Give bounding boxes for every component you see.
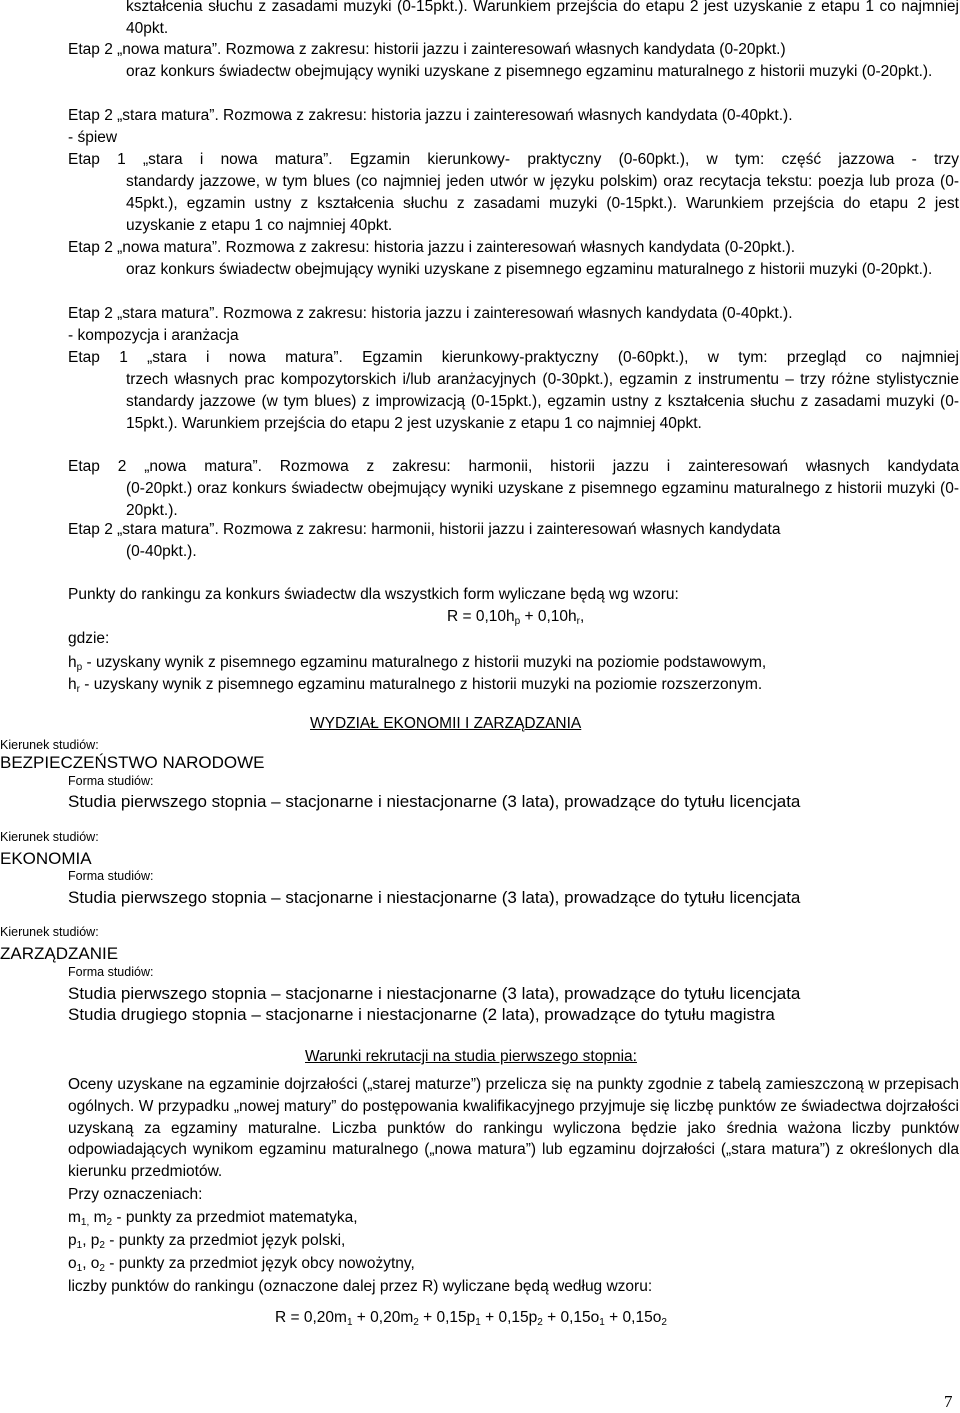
spiew-etap1-head: Etap 1 „stara i nowa matura”. Egzamin kierunkowy- praktyczny (0-60pkt.), w tym: część jazzowa - trzy (68, 151, 959, 168)
spiew-etap2-nowa-cont-block (126, 259, 959, 281)
page-number (944, 1392, 953, 1412)
warunki-title (305, 1046, 637, 1068)
ranking-gdzie-text: gdzie: (68, 630, 110, 647)
spiew-etap2-nowa (68, 237, 959, 259)
ranking-gdzie (68, 628, 109, 650)
kompozycja-etap2-stara-cont-block (126, 541, 197, 563)
kompozycja-etap2-stara-head: Etap 2 „stara matura”. Rozmowa z zakresu: harmonii, historii jazzu i zainteresowań własnych kandydata (68, 521, 781, 538)
kompozycja-title-text: - kompozycja i aranżacja (68, 327, 239, 344)
warunki-paragraph (68, 1074, 959, 1183)
def-o (68, 1253, 415, 1275)
przy-oznaczeniach-text: Przy oznaczeniach: (68, 1186, 203, 1203)
def-m (68, 1207, 358, 1229)
def-symbol: o (68, 1255, 77, 1272)
spiew-etap1-cont-block (126, 171, 959, 236)
formula-part: + 0,20m (352, 1309, 414, 1326)
kierunek-label-text: Kierunek studiów: (0, 925, 99, 939)
def-sub: 1, (80, 1217, 90, 1228)
forma-item-text: Studia drugiego stopnia – stacjonarne i niestacjonarne (2 lata), prowadzące do tytułu magistra (68, 1005, 775, 1024)
formula-part: + 0,15o (542, 1309, 600, 1326)
formula-sub: 2 (413, 1317, 419, 1328)
formula-part: + 0,15o (604, 1309, 662, 1326)
forma-label-text: Forma studiów: (68, 774, 154, 788)
forma-label-text: Forma studiów: (68, 965, 154, 979)
kierunek-name (0, 943, 118, 965)
kierunek-label-text: Kierunek studiów: (0, 830, 99, 844)
kierunek-name (0, 752, 264, 774)
def-sub: 1 (76, 1263, 83, 1274)
spiew-etap2-nowa-head: Etap 2 „nowa matura”. Rozmowa z zakresu: historia jazzu i zainteresowań własnych kandydata (0-20pkt.). (68, 239, 796, 256)
def-symbol: m (89, 1209, 107, 1226)
formula-sub: 1 (599, 1317, 605, 1328)
kompozycja-etap2-nowa-head: Etap 2 „nowa matura”. Rozmowa z zakresu: harmonii, historii jazzu i zainteresowań własnych kandydata (68, 458, 959, 475)
kierunek-label (0, 829, 99, 845)
def-sub: 2 (99, 1263, 105, 1274)
hp-sub: p (76, 662, 83, 673)
hr-symbol: h (68, 676, 77, 693)
top-etap2-stara (68, 105, 959, 127)
formula-sub: 1 (475, 1317, 481, 1328)
kierunek-label (0, 924, 99, 940)
page-number-text: 7 (944, 1392, 953, 1411)
forma-item (68, 1004, 775, 1026)
kompozycja-etap1-cont-block (126, 369, 959, 434)
spiew-etap2-stara (68, 303, 959, 325)
def-text: - punkty za przedmiot język polski, (104, 1232, 346, 1249)
top-paragraph: kształcenia słuchu z zasadami muzyki (0-15pkt.). Warunkiem przejścia do etapu 2 jest uzyskanie z etapu 1 co najmniej 40pkt. (126, 0, 959, 37)
kompozycja-etap1-head: Etap 1 „stara i nowa matura”. Egzamin kierunkowy-praktyczny (0-60pkt.), w tym: przegląd co najmniej (68, 349, 959, 366)
spiew-title-text: - śpiew (68, 129, 118, 146)
liczby-punktow (68, 1276, 959, 1298)
top-etap2-nowa-cont-block (126, 61, 959, 83)
forma-item-text: Studia pierwszego stopnia – stacjonarne i niestacjonarne (3 lata), prowadzące do tytułu licencjata (68, 792, 801, 811)
formula-part: + 0,15p (418, 1309, 476, 1326)
spiew-etap1-cont: standardy jazzowe, w tym blues (co najmniej jeden utwór w języku polskim) oraz recytacja tekstu: poezja lub proza (0-45pkt.), egzamin ustny z kształcenia słuchu z zasadami muzyki (0-15pkt.). Warunkiem przejścia do etapu 2 jest uzyskanie z etapu 1 co najmniej 40pkt. (126, 173, 959, 234)
top-etap2-nowa-cont: oraz konkurs świadectw obejmujący wyniki uzyskane z pisemnego egzaminu maturalnego z historii muzyki (0-20pkt.). (126, 63, 933, 80)
forma-item-text: Studia pierwszego stopnia – stacjonarne i niestacjonarne (3 lata), prowadzące do tytułu licencjata (68, 984, 801, 1003)
kompozycja-etap2-stara-cont: (0-40pkt.). (126, 543, 197, 560)
kompozycja-etap2-nowa (68, 456, 959, 478)
ranking-formula-sub: p (514, 616, 521, 627)
formula-part: + 0,15p (480, 1309, 538, 1326)
ranking-intro-text: Punkty do rankingu za konkurs świadectw dla wszystkich form wyliczane będą wg wzoru: (68, 586, 679, 603)
top-etap2-stara-text: Etap 2 „stara matura”. Rozmowa z zakresu: historia jazzu i zainteresowań własnych kandydata (0-40pkt.). (68, 107, 793, 124)
hr-text: - uzyskany wynik z pisemnego egzaminu maturalnego z historii muzyki na poziomie rozszerzonym. (79, 676, 763, 693)
kierunek-label (0, 737, 99, 753)
kierunek-name-text: BEZPIECZEŃSTWO NARODOWE (0, 753, 265, 772)
ranking-formula-sub: r (576, 616, 581, 627)
kompozycja-etap1 (68, 347, 959, 369)
spiew-etap2-nowa-cont: oraz konkurs świadectw obejmujący wyniki uzyskane z pisemnego egzaminu maturalnego z historii muzyki (0-20pkt.). (126, 261, 933, 278)
kierunek-name-text: ZARZĄDZANIE (0, 944, 119, 963)
spiew-title (68, 127, 117, 149)
hr-sub: r (76, 684, 80, 695)
def-sub: 2 (106, 1217, 113, 1228)
kierunek-name-text: EKONOMIA (0, 849, 92, 868)
forma-item (68, 983, 800, 1005)
formula-sub: 2 (661, 1317, 667, 1328)
forma-label (68, 964, 153, 980)
ranking-intro (68, 584, 959, 606)
forma-item-text: Studia pierwszego stopnia – stacjonarne i niestacjonarne (3 lata), prowadzące do tytułu licencjata (68, 888, 801, 907)
ranking-formula-2 (275, 1307, 667, 1329)
ranking-hp-def (68, 652, 959, 674)
def-p (68, 1230, 345, 1252)
warunki-title-text: Warunki rekrutacji na studia pierwszego stopnia: (305, 1048, 637, 1065)
ranking-formula (447, 606, 584, 628)
wydzial-title (310, 713, 581, 735)
def-text: - punkty za przedmiot język obcy nowożytny, (104, 1255, 415, 1272)
ranking-formula-part: , (580, 608, 585, 625)
formula-sub: 2 (537, 1317, 543, 1328)
def-symbol: m (68, 1209, 81, 1226)
forma-item (68, 887, 800, 909)
kierunek-label-text: Kierunek studiów: (0, 738, 99, 752)
kompozycja-etap2-nowa-cont-block (126, 478, 959, 522)
forma-label (68, 773, 153, 789)
hp-text: - uzyskany wynik z pisemnego egzaminu maturalnego z historii muzyki na poziomie podstawowym, (82, 654, 767, 671)
forma-item (68, 791, 800, 813)
hp-symbol: h (68, 654, 77, 671)
forma-label-text: Forma studiów: (68, 869, 154, 883)
formula-part: R = 0,20m (275, 1309, 347, 1326)
forma-label (68, 868, 153, 884)
def-symbol: p (68, 1232, 77, 1249)
wydzial-title-text: WYDZIAŁ EKONOMII I ZARZĄDZANIA (310, 715, 582, 732)
ranking-formula-part: + 0,10h (520, 608, 577, 625)
przy-oznaczeniach (68, 1184, 202, 1206)
kompozycja-etap2-stara (68, 519, 959, 541)
top-continuation (126, 0, 959, 40)
def-sub: 2 (99, 1240, 105, 1251)
top-etap2-nowa (68, 39, 959, 61)
kompozycja-etap2-nowa-cont: (0-20pkt.) oraz konkurs świadectw obejmujący wyniki uzyskane z pisemnego egzaminu maturalnego z historii muzyki (0-20pkt.). (126, 480, 959, 519)
kierunek-name (0, 848, 92, 870)
kompozycja-title (68, 325, 239, 347)
def-sub: 1 (76, 1240, 83, 1251)
def-symbol: , o (82, 1255, 100, 1272)
spiew-etap2-stara-text: Etap 2 „stara matura”. Rozmowa z zakresu: historia jazzu i zainteresowań własnych kandydata (0-40pkt.). (68, 305, 793, 322)
def-symbol: , p (82, 1232, 100, 1249)
top-etap2-nowa-head: Etap 2 „nowa matura”. Rozmowa z zakresu: historii jazzu i zainteresowań własnych kandydata (0-20pkt.) (68, 41, 786, 58)
ranking-hr-def (68, 674, 959, 696)
def-text: - punkty za przedmiot matematyka, (112, 1209, 358, 1226)
formula-sub: 1 (346, 1317, 353, 1328)
ranking-formula-part: R = 0,10h (447, 608, 515, 625)
spiew-etap1 (68, 149, 959, 171)
kompozycja-etap1-cont: trzech własnych prac kompozytorskich i/lub aranżacyjnych (0-30pkt.), egzamin z instrumentu – trzy różne stylistycznie standardy jazzowe (w tym blues) z improwizacją (0-15pkt.), egzamin ustny z kształcenia słuchu z zasadami muzyki (0-15pkt.). Warunkiem przejścia do etapu 2 jest uzyskanie z etapu 1 co najmniej 40pkt. (126, 371, 959, 432)
liczby-punktow-text: liczby punktów do rankingu (oznaczone dalej przez R) wyliczane będą według wzoru: (68, 1278, 653, 1295)
warunki-paragraph-text: Oceny uzyskane na egzaminie dojrzałości („starej maturze”) przelicza się na punkty zgodnie z tabelą zamieszczoną w przepisach ogólnych. W przypadku „nowej matury” do postępowania kwalifikacyjnego przyjmuje się liczbę punktów ze świadectwa dojrzałości uzyskaną za egzaminy maturalne. Liczba punktów do rankingu wyliczona będzie jako średnia ważona liczby punktów odpowiadających wynikom egzaminu maturalnego („nowa matura”) lub egzaminu dojrzałości („stara matura”) z określonych dla kierunku przedmiotów. (68, 1076, 959, 1181)
